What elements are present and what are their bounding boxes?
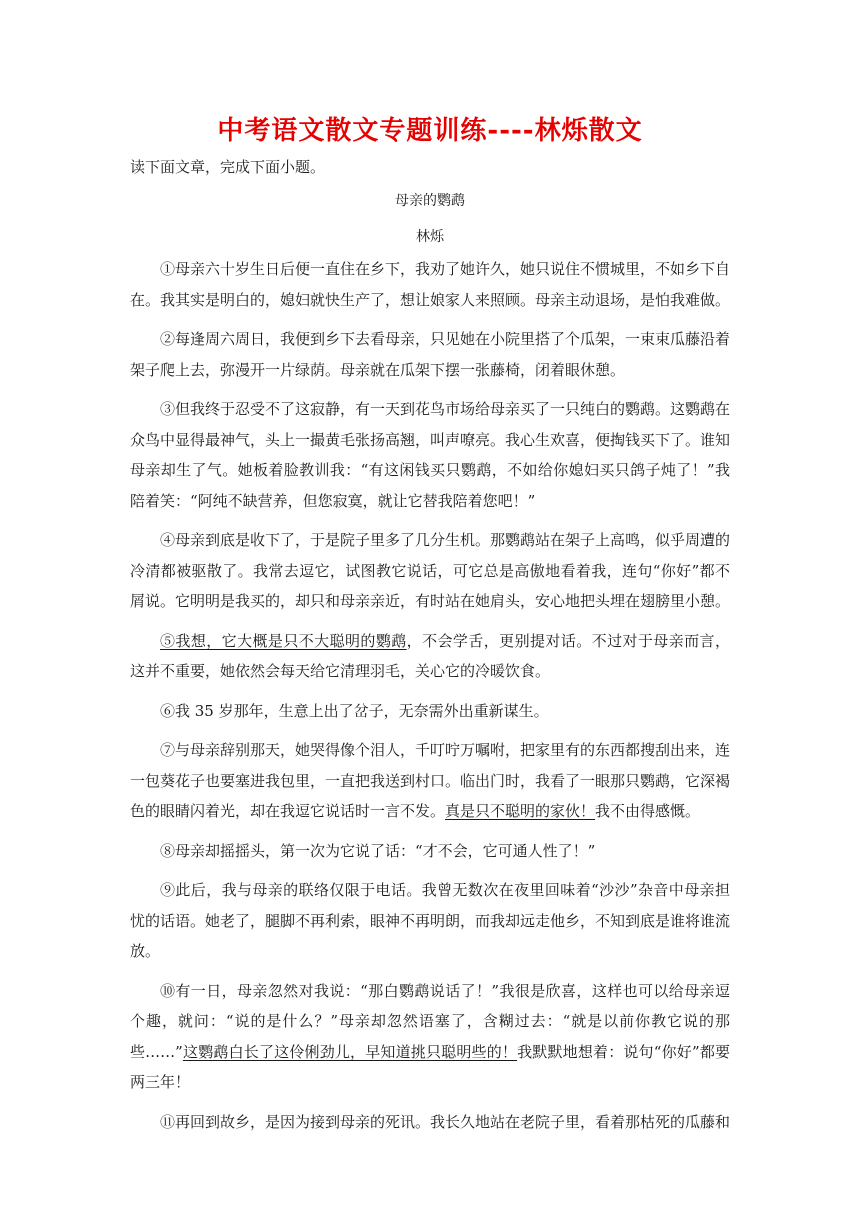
paragraph-1: ①母亲六十岁生日后便一直住在乡下，我劝了她许久，她只说住不惯城里，不如乡下自在。我其实是明白的，媳妇就快生产了，想让娘家人来照顾。母亲主动退场，是怕我难做。 — [130, 260, 731, 309]
essay-title: 母亲的鹦鹉 — [395, 193, 465, 209]
paragraph-9: ⑨此后，我与母亲的联络仅限于电话。我曾无数次在夜里回味着“沙沙”杂音中母亲担忧的话语。她老了，腿脚不再利索，眼神不再明朗，而我却远走他乡，不知到底是谁将谁流放。 — [130, 881, 731, 960]
paragraph-10: ⑩有一日，母亲忽然对我说：“那白鹦鹉说话了！”我很是欣喜，这样也可以给母亲逗个趣，就问：“说的是什么？”母亲却忽然语塞了，含糊过去：“就是以前你教它说的那些……”这鹦鹉白长了这伶俐劲儿，早知道挑只聪明些的！我默默地想着：说句“你好”都要两三年！ — [130, 981, 730, 1091]
paragraph-5: ⑤我想，它大概是只不大聪明的鹦鹉，不会学舌，更别提对话。不过对于母亲而言，这并不重要，她依然会每天给它清理羽毛，关心它的冷暖饮食。 — [130, 631, 730, 680]
paragraph-8: ⑧母亲却摇摇头，第一次为它说了话：“才不会，它可通人性了！” — [160, 841, 596, 860]
instruction-text: 读下面文章，完成下面小题。 — [130, 158, 326, 176]
paragraph-6: ⑥我 35 岁那年，生意上出了岔子，无奈需外出重新谋生。 — [160, 701, 549, 720]
paragraph-2: ②每逢周六周日，我便到乡下去看母亲，只见她在小院里搭了个瓜架，一束束瓜藤沿着架子爬上去，弥漫开一片绿荫。母亲就在瓜架下摆一张藤椅，闭着眼休憩。 — [130, 330, 731, 379]
underlined-sentence: 真是只不聪明的家伙！ — [445, 802, 596, 820]
underlined-sentence: 这鹦鹉白长了这伶俐劲儿，早知道挑只聪明些的！ — [182, 1042, 518, 1061]
paragraph-3: ③但我终于忍受不了这寂静，有一天到花鸟市场给母亲买了一只纯白的鹦鹉。这鹦鹉在众鸟中显得最神气，头上一撮黄毛张扬高翘，叫声嘹亮。我心生欢喜，便掏钱买下了。谁知母亲却生了气。她板着脸教训我：“有这闲钱买只鹦鹉，不如给你媳妇买只鸽子炖了！”我陪着笑：“阿纯不缺营养，但您寂寞，就让它替我陪着您吧！” — [130, 400, 731, 510]
paragraph-11: ⑪再回到故乡，是因为接到母亲的死讯。我长久地站在老院子里，看着那枯死的瓜藤和 — [160, 1112, 731, 1131]
essay-author: 林烁 — [416, 229, 444, 245]
underlined-sentence: ⑤我想，它大概是只不大聪明的鹦鹉 — [160, 631, 407, 650]
essay-body — [130, 254, 730, 1146]
paragraph-4: ④母亲到底是收下了，于是院子里多了几分生机。那鹦鹉站在架子上高鸣，似乎周遭的冷清都被驱散了。我常去逗它，试图教它说话，可它总是高傲地看着我，连句“你好”都不屑说。它明明是我买的，却只和母亲亲近，有时站在她肩头，安心地把头埋在翅膀里小憩。 — [130, 531, 731, 610]
paragraph-7: ⑦与母亲辞别那天，她哭得像个泪人，千叮咛万嘱咐，把家里有的东西都搜刮出来，连一包葵花子也要塞进我包里，一直把我送到村口。临出门时，我看了一眼那只鹦鹉，它深褐色的眼睛闪着光，却在我逗它说话时一言不发。真是只不聪明的家伙！我不由得感慨。 — [130, 741, 731, 820]
page-title: 中考语文散文专题训练----林烁散文 — [217, 116, 643, 146]
